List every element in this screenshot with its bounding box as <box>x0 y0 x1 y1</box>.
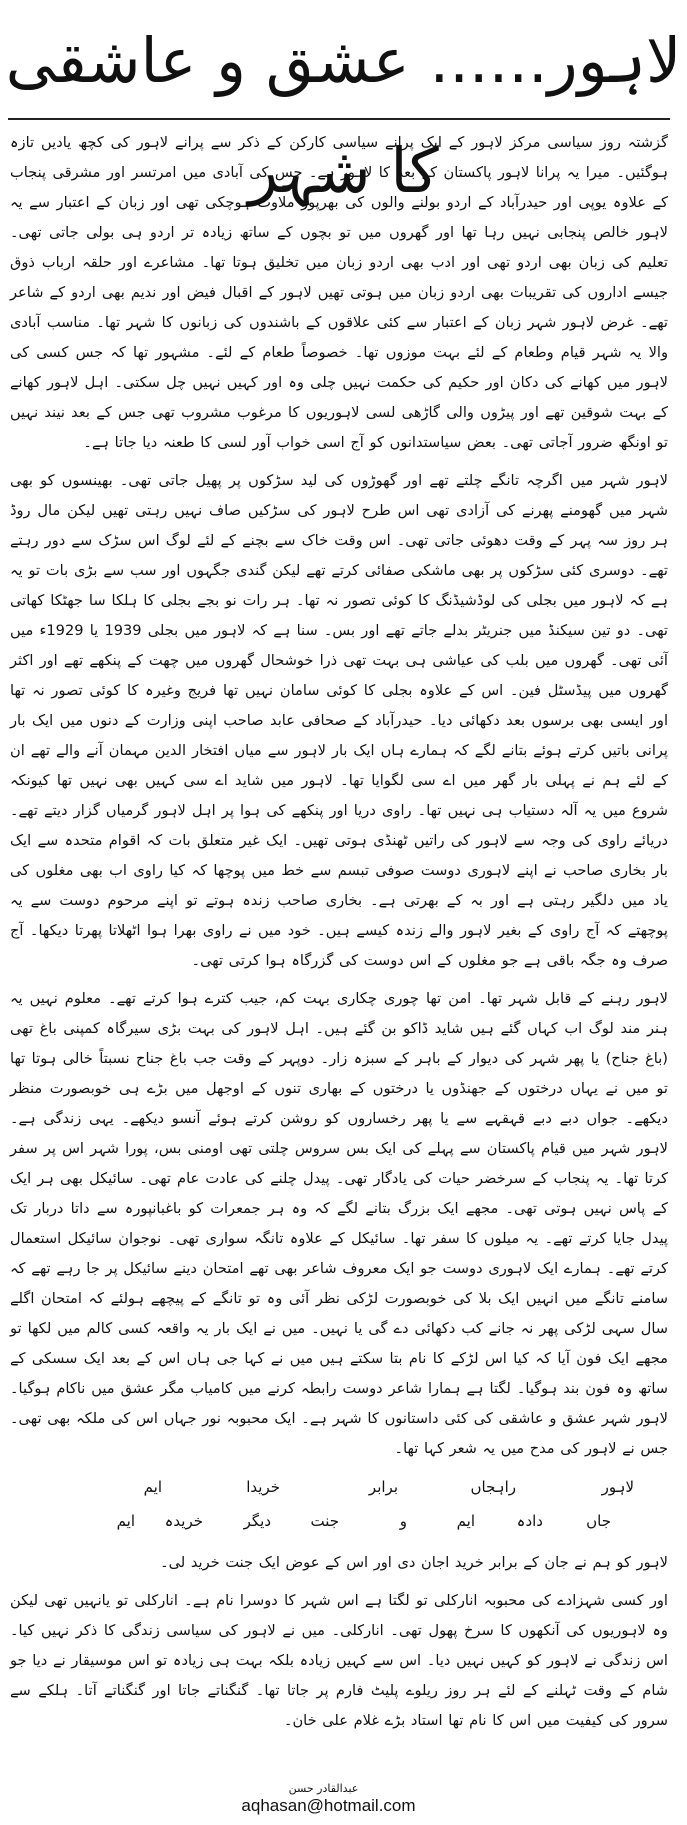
couplet-line-2 <box>10 1506 668 1536</box>
couplet-word: لاہور <box>601 1478 634 1496</box>
couplet-word: دیگر <box>243 1512 271 1530</box>
article-headline: لاہور...... عشق و عاشقی کا شہر <box>5 24 682 207</box>
author-email: aqhasan@hotmail.com <box>241 1796 416 1815</box>
couplet-word: خریدہ <box>164 1512 203 1530</box>
couplet-word: ایم <box>116 1512 135 1530</box>
author-name: عبدالقادر حسن <box>288 1782 359 1795</box>
couplet-word: راہجاں <box>470 1478 516 1496</box>
article-paragraph: لاہور شہر میں اگرچہ تانگے چلتے تھے اور گھوڑوں کی لید سڑکوں پر پھیل جاتی تھی۔ بھینسوں کو بھی شہر میں گھومنے پھرنے کی آزادی تھی اس طرح لاہور کی سڑکیں صاف نہیں رہتی تھیں لیکن مال روڈ ہر روز سہ پہر کے وقت دھوئی جاتی تھی۔ اس وقت خاک سے بچنے کے لئے لوگ اس سڑک سے دور رہتے تھے۔ دوسری کئی سڑکوں پر بھی ماشکی صفائی کرتے تھے لیکن گندی جگہوں اور سب سے بڑی بات تو یہ ہے کہ لاہور میں بجلی کی لوڈشیڈنگ کا کوئی تصور نہ تھا۔ ہر رات نو بجے بجلی کا ہلکا سا جھٹکا کھاتی تھی۔ دو تین سیکنڈ میں جنریٹر بدلے جاتے تھے اور بس۔ سنا ہے کہ لاہور میں بجلی 1939 یا 1929ء میں آئی تھی۔ گھروں میں بلب کی عیاشی ہی بہت تھی ذرا خوشحال گھروں میں چھت کے پنکھے تھے اور اکثر گھروں میں پیڈسٹل فین۔ اس کے علاوہ بجلی کا کوئی سامان نہیں تھا فریج وغیرہ کا کوئی تصور نہ تھا اور ایسی بھی برسوں بعد دکھائی دیا۔ حیدرآباد کے صحافی عابد صاحب اپنی وزارت کے دنوں میں ایک بار پرانی باتیں کرتے ہوئے بتانے لگے کہ ہمارے ہاں ایک بار لاہور سے میاں افتخار الدین مہمان آنے والے تھے ان کے لئے ہم نے پہلی بار گھر میں اے سی لگوایا تھا۔ لاہور میں شاید اے سی کہیں بھی نہیں تھا کیونکہ شروع میں یہ آلہ دستیاب ہی نہیں تھا۔ راوی دریا اور پنکھے کی ہوا پر اہل لاہور گرمیاں گزار دیتے تھے۔ دریائے راوی کی وجہ سے لاہور کی راتیں ٹھنڈی ہوتی تھیں۔ ایک غیر متعلق بات کہ اقوام متحدہ سے ایک بار بخاری صاحب نے اپنے لاہوری دوست صوفی تبسم سے خط میں پوچھا کہ کیا راوی اب بھی مغلوں کی یاد میں دلگیر رہتی ہے اور بہ کے بھرتی ہے۔ بخاری صاحب زندہ ہوتے تو اپنے مرحوم دوست سے یہ پوچھتے کہ آج راوی کے بغیر لاہور والے زندہ کیسے ہیں۔ خود میں نے راوی بھرا ہوا اٹھلاتا پھرتا دیکھا۔ آج صرف وہ جگہ باقی ہے جو مغلوں کے اس دوست کی گزرگاہ ہوا کرتی تھی۔ <box>10 472 668 969</box>
couplet-line-1 <box>10 1472 668 1502</box>
couplet-word: ایم <box>143 1478 162 1496</box>
headline-divider <box>8 118 670 120</box>
couplet-word: جاں <box>586 1512 611 1530</box>
couplet-word: و <box>399 1512 407 1530</box>
couplet-word: جنت <box>310 1512 339 1530</box>
article-paragraph: لاہور رہنے کے قابل شہر تھا۔ امن تھا چوری چکاری بہت کم، جیب کترے ہوا کرتے تھے۔ معلوم نہیں یہ ہنر مند لوگ اب کہاں گئے ہیں شاید ڈاکو بن گئے ہیں۔ اہل لاہور کی بہت بڑی سیرگاہ کمپنی باغ تھی (باغ جناح) یا پھر شہر کی دیوار کے باہر کے سبزہ زار۔ دوپہر کے وقت جب باغ جناح نسبتاً خالی ہوتا تھا تو میں نے یہاں درختوں کے جھنڈوں یا درختوں کے بھاری تنوں کے اوجھل میں بڑے ہی خوبصورت منظر دیکھے۔ جواں دبے دبے قہقہے سے یا پھر رخساروں کو روشن کرتے ہوئے آنسو دیکھے۔ یہی زندگی ہے۔ لاہور شہر میں قیام پاکستان سے پہلے کی ایک بس سروس چلتی تھی اومنی بس، پورا شہر اس پر سفر کرتا تھا۔ یہ پنجاب کے سرخضر حیات کی یادگار تھی۔ پیدل چلنے کی عادت عام تھی۔ سائیکل بھی ہر ایک کے پاس نہیں ہوتی تھی۔ مجھے ایک بزرگ بتانے لگے کہ وہ ہر جمعرات کو باغبانپورہ سے داتا دربار تک پیدل جایا کرتے تھے۔ یہ میلوں کا سفر تھا۔ سائیکل کے علاوہ تانگہ سواری تھی۔ نوجوان سائیکل استعمال کرتے تھے۔ ہمارے ایک لاہوری دوست جو ایک معروف شاعر بھی تھے امتحان دینے سائیکل پر جا رہے تھے کہ سامنے تانگے میں انہیں ایک بلا کی خوبصورت لڑکی نظر آئی وہ تو تانگے کے پیچھے ہولئے کہ امتحان اگلے سال سہی لڑکی پھر نہ جانے کب دکھائی دے گی یا نہیں۔ میں نے ایک بار یہ واقعہ کسی کالم میں لکھا تو مجھے ایک فون آیا کہ کیا اس لڑکے کا نام بتا سکتے ہیں میں نے کہا جی ہاں اس کے بعد ایک سسکی کے ساتھ وہ فون بند ہوگیا۔ لگتا ہے ہمارا شاعر دوست رابطہ کرنے میں کامیاب مگر عشق میں ناکام ہوگیا۔ لاہور شہر عشق و عاشقی کی کئی داستانوں کا شہر ہے۔ ایک محبوبہ نور جہاں اس کی ملکہ بھی تھی۔ جس نے لاہور کی مدح میں یہ شعر کہا تھا۔ <box>10 990 668 1457</box>
couplet-word: دادہ <box>516 1512 543 1530</box>
couplet-word: برابر <box>368 1478 398 1496</box>
persian-couplet <box>10 1472 668 1536</box>
article-paragraph: لاہور کو ہم نے جان کے برابر خرید اجان دی اور اس کے عوض ایک جنت خرید لی۔ <box>160 1554 668 1571</box>
article-paragraph: اور کسی شہزادے کی محبوبہ انارکلی تو لگتا ہے اس شہر کا دوسرا نام ہے۔ انارکلی تو یانہیں تھی لیکن وہ لاہوریوں کی آنکھوں کا سرخ پھول تھی۔ انارکلی۔ میں نے لاہور کی سیاسی زندگی کا ذکر نہیں کیا۔ اس زندگی نے لاہور کو کہیں نہیں دیا۔ اس سے کہیں زیادہ بلکہ بہت ہی زیادہ تو اس موسیقار نے دیا جو شام کے وقت ٹہلنے کے لئے ہر روز ریلوے پلیٹ فارم پر جاتا تھا۔ گنگناتے جاتا اور گنگناتے آتا۔ ہلکے سے سرور کی کیفیت میں اس کا نام تھا استاد بڑے غلام علی خان۔ <box>10 1592 668 1729</box>
byline <box>0 1782 687 1817</box>
article-body <box>10 128 668 1744</box>
couplet-word: ایم <box>456 1512 475 1530</box>
article-paragraph: گزشتہ روز سیاسی مرکز لاہور کے ایک پرانے سیاسی کارکن کے ذکر سے پرانے لاہور کی کچھ یادیں تازہ ہوگئیں۔ میرا یہ پرانا لاہور پاکستان کے بعد کا لاہور ہے۔ جس کی آبادی میں امرتسر اور مشرقی پنجاب کے علاوہ یوپی اور حیدرآباد کے اردو بولنے والوں کی بھرپور ملاوٹ ہوچکی تھی اور زبان کے اعتبار سے یہ لاہور خالص پنجابی نہیں رہا تھا اور گھروں میں تو بچوں کے ساتھ زیادہ تر اردو ہی بولی جاتی تھی۔ تعلیم کی زبان بھی اردو تھی اور ادب بھی اردو زبان میں تخلیق ہوتا تھا۔ مشاعرے اور حلقہ ارباب ذوق جیسے اداروں کی تقریبات بھی اردو زبان میں ہوتی تھیں لاہور کے اقبال فیض اور ندیم بھی اردو کے شاعر تھے۔ غرض لاہور شہر زبان کے اعتبار سے کئی علاقوں کے باشندوں کی زبانوں کا شہر تھا۔ مناسب آبادی والا یہ شہر قیام وطعام کے لئے بہت موزوں تھا۔ خصوصاً طعام کے لئے۔ مشہور تھا کہ جس کسی کی لاہور میں کھانے کی دکان اور حکیم کی حکمت نہیں چلی وہ اور کہیں نہیں چل سکتی۔ اہل لاہور کھانے کے بہت شوقین تھے اور پیڑوں والی گاڑھی لسی لاہوریوں کا مرغوب مشروب تھی جس کے بعد نیند نہیں تو اونگھ ضرور آجاتی تھی۔ بعض سیاستدانوں کو آج اسی خواب آور لسی کا طعنہ دیا جاتا ہے۔ <box>10 134 668 451</box>
couplet-word: خریدا <box>246 1478 280 1496</box>
